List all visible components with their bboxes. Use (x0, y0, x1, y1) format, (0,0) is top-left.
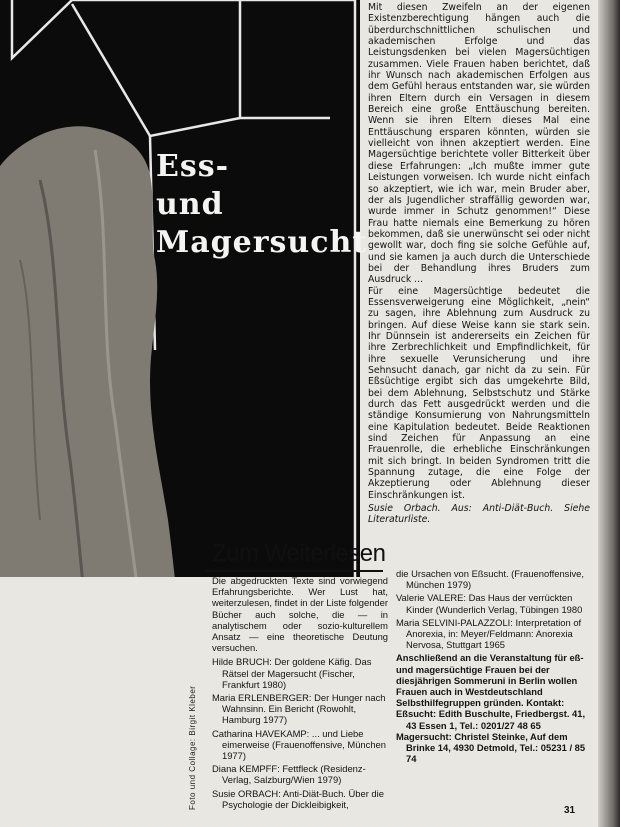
reading-heading: Zum Weiterlesen (212, 540, 386, 567)
article-title (156, 148, 367, 262)
bibliography-entry: Catharina HAVEKAMP: ... und Liebe eimerweise (Frauenoffensive, München 1977) (212, 727, 386, 762)
reading-intro: Die abgedruckten Texte sind vorwiegend Erfahrungsberichte. Wer Lust hat, weiterzulesen, findet in der Liste folgender Bücher auch solche, die — in analytischem oder sozio-kulturellem Ansatz — eine theoretische Deutung versuchen. (212, 575, 388, 654)
heading-rule (205, 570, 383, 572)
title-collage (0, 0, 360, 577)
source-note: Susie Orbach. Aus: Anti-Diät-Buch. Siehe Literaturliste. (368, 503, 590, 526)
bibliography-entry: Valerie VALERE: Das Haus der verrückten Kinder (Wunderlich Verlag, Tübingen 1980 (396, 592, 583, 615)
collage-graphic (0, 0, 360, 577)
bibliography-entry: die Ursachen von Eßsucht. (Frauenoffensive, München 1979) (396, 568, 584, 591)
bibliography-entry: Susie ORBACH: Anti-Diät-Buch. Über die Psychologie der Dickleibigkeit, (212, 787, 384, 810)
contact-entry: Magersucht: Christel Steinke, Auf dem Brinke 14, 4930 Detmold, Tel.: 05231 / 85 74 (396, 730, 586, 765)
contact-note: Anschließend an die Veranstaltung für eß- und magersüchtige Frauen bei der diesjährigen Sommeruni in Berlin wollen Frauen auch in Westdeutschland Selbsthilfegruppen gründen. Kontakt: (396, 652, 584, 709)
title-line: Ess- (156, 149, 230, 184)
body-paragraph: Mit diesen Zweifeln an der eigenen Existenzberechtigung hängen auch die überdurchschnittlichen schulischen und akademischen Erfolge und das Leistungsdenken bei vielen Magersüchtigen zusammen. Viele Frauen haben berichtet, daß ihr Wunsch nach akademischen Erfolgen aus dem Gefühl heraus entstanden war, sie würden ihren Eltern durch ein Versagen in diesem Bereich eine große Enttäuschung bereiten. Wenn sie ihren Eltern dieses Mal eine Enttäuschung ersparen könnten, würden sie vielleicht von ihnen akzeptiert werden. Eine Magersüchtige berichtete voller Bitterkeit über diese Erfahrungen: „Ich mußte immer gute Leistungen vorweisen. Ich wurde nicht einfach so akzeptiert, wie ich war, mein Bruder aber, der als Jugendlicher straffällig geworden war, wurde immer in Schutz genommen!“ Diese Frau hatte niemals eine Bemerkung zu hören bekommen, daß sie unerwünscht sei oder nicht gewollt war, doch fing sie solche Gefühle auf, und sie kamen ja auch durch die Unterschiede bei der Behandlung ihres Bruders zum Ausdruck ... (368, 2, 590, 286)
contact-entry: Eßsucht: Edith Buschulte, Friedbergst. 41, 43 Essen 1, Tel.: 0201/27 48 65 (396, 708, 586, 731)
body-paragraph: Für eine Magersüchtige bedeutet die Essensverweigerung eine Möglichkeit, „nein“ zu sagen, ihre Ablehnung zum Ausdruck zu bringen. Auf diese Weise kann sie stark sein. Ihr Dünnsein ist andererseits ein Zeichen für ihre Zerbrechlichkeit und Empfindlichkeit, für ihre sexuelle Verunsicherung und ihre Sehnsucht danach, gar nicht da zu sein. Für Eßsüchtige ergibt sich das umgekehrte Bild, bei dem Ablehnung, Selbstschutz und Stärke durch das Fett ausgedrückt werden und die ständige Konsumierung von Nahrungsmitteln eine Kapitulation bedeutet. Beide Reaktionen sind Zeichen für Anpassung an eine Frauenrolle, die erhebliche Einschränkungen mit sich bringt. In beiden Syndromen tritt die Spannung zutage, die eine Folge der Akzeptierung oder Ablehnung dieser Einschränkungen ist. (368, 285, 590, 501)
bibliography-entry: Diana KEMPFF: Fettfleck (Residenz-Verlag, Salzburg/Wien 1979) (212, 763, 366, 786)
article-body (368, 2, 590, 526)
bibliography-entry: Maria ERLENBERGER: Der Hunger nach Wahnsinn. Ein Bericht (Rowohlt, Hamburg 1977) (212, 692, 386, 726)
reading-list-right (396, 568, 586, 764)
reading-list-left (212, 575, 388, 812)
title-line: und (156, 187, 224, 222)
bibliography-entry: Hilde BRUCH: Der goldene Käfig. Das Rätsel der Magersucht (Fischer, Frankfurt 1980) (212, 656, 372, 690)
page-edge (598, 0, 620, 827)
photo-credit: Foto und Collage: Birgit Kleber (188, 685, 197, 810)
page-number: 31 (564, 805, 576, 816)
bibliography-entry: Maria SELVINI-PALAZZOLI: Interpretation of Anorexia, in: Meyer/Feldmann: Anorexia Nervosa, Stuttgart 1965 (396, 616, 582, 651)
title-line: Magersucht (156, 225, 368, 260)
